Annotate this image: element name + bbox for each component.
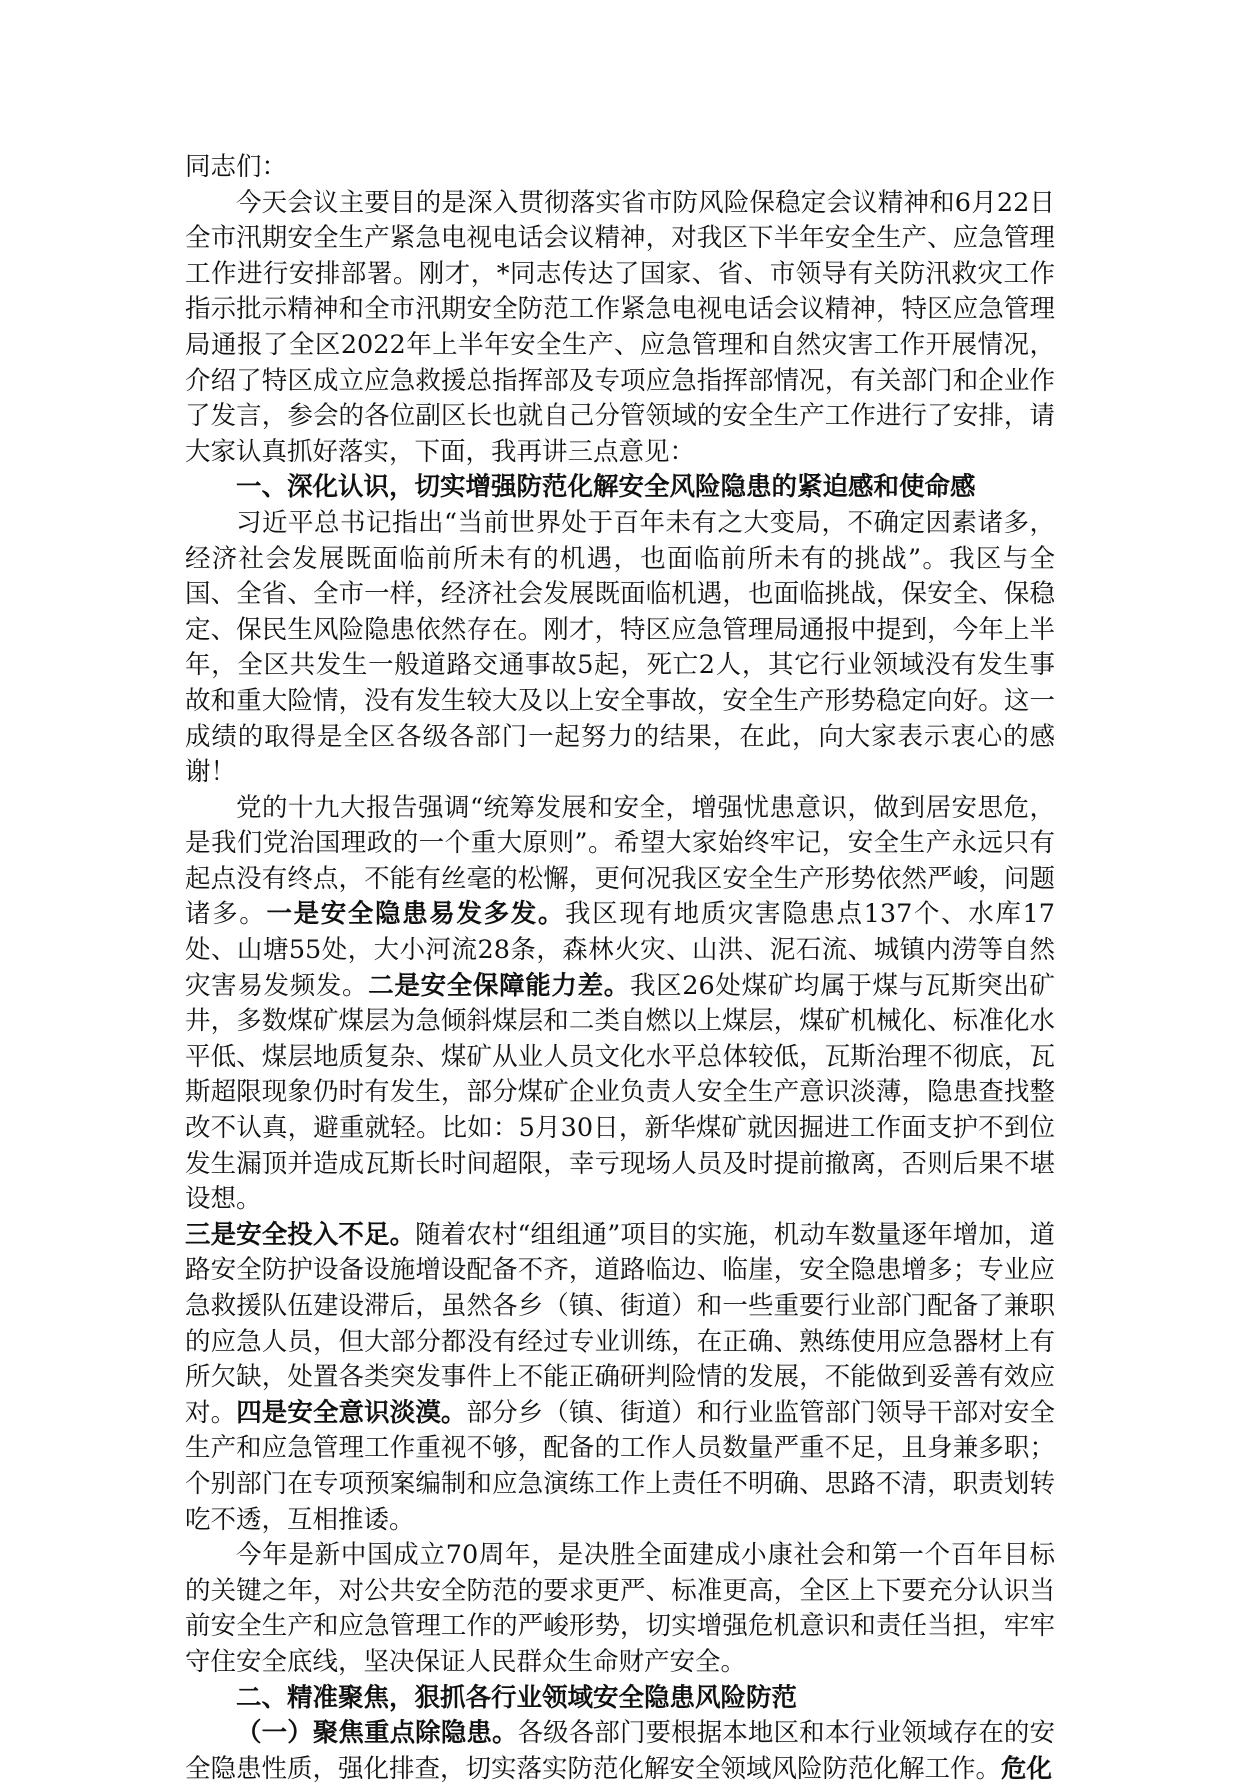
point-3-text: 随着农村“组组通”项目的实施，机动车数量逐年增加，道路安全防护设备设施增设配备不齐，道路临边、临崖，安全隐患增多；专业应急救援队伍建设滞后，虽然各乡（镇、街道）和一些重要行业部门配备了兼职的应急人员，但大部分都没有经过专业训练，在正确、熟练使用应急器材上有所欠缺，处置各类突发事件上不能正确研判险情的发展，不能做到妥善有效应对。 (185, 1219, 1055, 1428)
paragraph-2-intro: 党的十九大报告强调“统筹发展和安全，增强忧患意识，做到居安思危，是我们党治国理政的一个重大原则”。希望大家始终牢记，安全生产永远只有起点没有终点，不能有丝毫的松懈，更何况我区安全生产形势依然严峻，问题诸多。 (185, 792, 1055, 930)
point-3-title: 三是安全投入不足。 (185, 1219, 416, 1250)
salutation: 同志们： (185, 152, 288, 182)
section-1-heading: 一、深化认识，切实增强防范化解安全风险隐患的紧迫感和使命感 (236, 472, 976, 503)
subsection-1-text: 各级各部门要根据本地区和本行业领域存在的安全隐患性质，强化排查，切实落实防范化解安全领域风险防范化解工作。 (185, 1718, 1055, 1784)
intro-paragraph: 今天会议主要目的是深入贯彻落实省市防风险保稳定会议精神和6月22日全市汛期安全生产紧急电视电话会议精神，对我区下半年安全生产、应急管理工作进行安排部署。刚才，*同志传达了国家、省、市领导有关防汛救灾工作指示批示精神和全市汛期安全防范工作紧急电视电话会议精神，特区应急管理局通报了全区2022年上半年安全生产、应急管理和自然灾害工作开展情况，介绍了特区成立应急救援总指挥部及专项应急指挥部情况，有关部门和企业作了发言，参会的各位副区长也就自己分管领域的安全生产工作进行了安排，请大家认真抓好落实，下面，我再讲三点意见： (185, 187, 1055, 467)
section-2-heading: 二、精准聚焦，狠抓各行业领域安全隐患风险防范 (236, 1682, 798, 1713)
point-4-text: 部分乡（镇、街道）和行业监管部门领导干部对安全生产和应急管理工作重视不够，配备的工作人员数量严重不足，且身兼多职；个别部门在专项预案编制和应急演练工作上责任不明确、思路不清，职责划转吃不透，互相推诿。 (185, 1397, 1055, 1535)
section-1-paragraph-3: 今年是新中国成立70周年，是决胜全面建成小康社会和第一个百年目标的关键之年，对公共安全防范的要求更严、标准更高，全区上下要充分认识当前安全生产和应急管理工作的严峻形势，切实增强危机意识和责任当担，牢牢守住安全底线，坚决保证人民群众生命财产安全。 (185, 1540, 1055, 1677)
section-1-paragraph-2-cont (185, 1218, 1055, 1538)
subsection-1-title: （一）聚焦重点除隐患。 (236, 1718, 518, 1749)
point-4-title: 四是安全意识淡漠。 (236, 1397, 467, 1428)
point-2-title: 二是安全保障能力差。 (368, 970, 630, 1001)
subsection-1-tail: 危化 (1001, 1753, 1053, 1784)
section-2-subsection-1 (185, 1716, 1055, 1787)
point-2-text: 我区26处煤矿均属于煤与瓦斯突出矿井，多数煤矿煤层为急倾斜煤层和二类自燃以上煤层，煤矿机械化、标准化水平低、煤层地质复杂、煤矿从业人员文化水平总体较低，瓦斯治理不彻底，瓦斯超限现象仍时有发生，部分煤矿企业负责人安全生产意识淡薄，隐患查找整改不认真，避重就轻。比如：5月30日，新华煤矿就因掘进工作面支护不到位发生漏顶并造成瓦斯长时间超限，幸亏现场人员及时提前撤离，否则后果不堪设想。 (185, 970, 1055, 1215)
document-page (185, 150, 1055, 1787)
point-1-text: 我区现有地质灾害隐患点137个、水库17处、山塘55处，大小河流28条，森林火灾、山洪、泥石流、城镇内涝等自然灾害易发频发。 (185, 899, 1055, 1001)
section-1-paragraph-2 (185, 791, 1055, 1218)
point-1-title: 一是安全隐患易发多发。 (266, 899, 566, 930)
section-1-paragraph-1: 习近平总书记指出“当前世界处于百年未有之大变局，不确定因素诸多，经济社会发展既面临前所未有的机遇，也面临前所未有的挑战”。我区与全国、全省、全市一样，经济社会发展既面临机遇，也面临挑战，保安全、保稳定、保民生风险隐患依然存在。刚才，特区应急管理局通报中提到，今年上半年，全区共发生一般道路交通事故5起，死亡2人，其它行业领域没有发生事故和重大险情，没有发生较大及以上安全事故，安全生产形势稳定向好。这一成绩的取得是全区各级各部门一起努力的结果，在此，向大家表示衷心的感谢！ (185, 507, 1055, 788)
